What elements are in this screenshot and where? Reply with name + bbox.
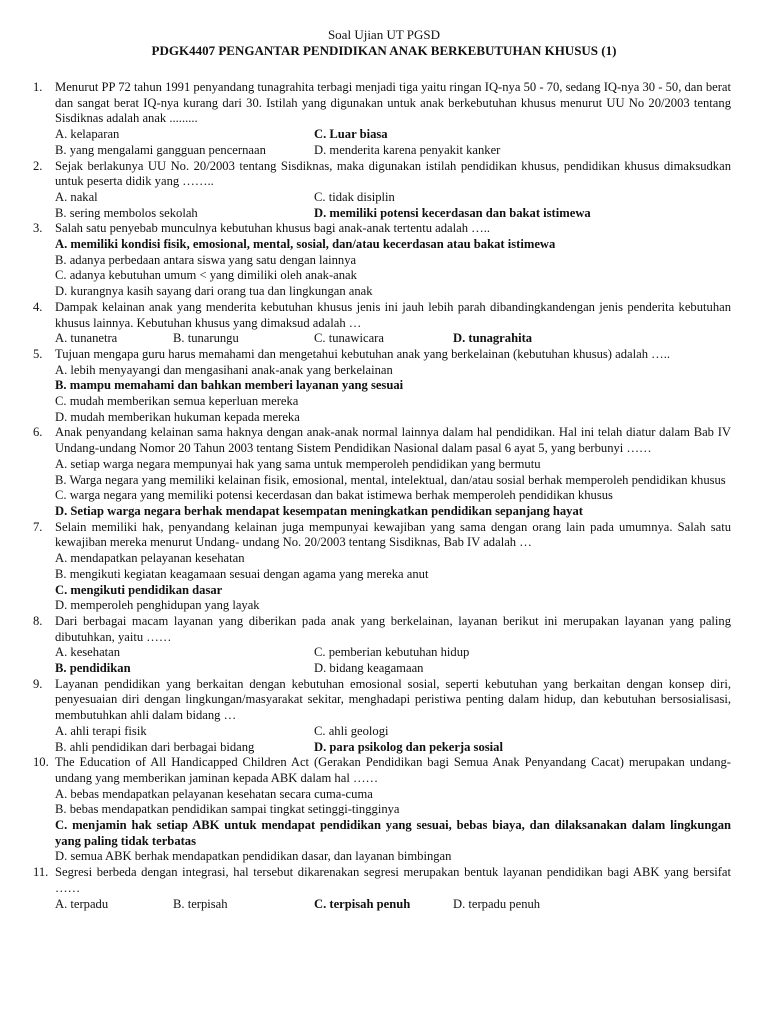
answer-option: A. lebih menyayangi dan mengasihani anak-anak yang berkelainan <box>55 362 393 377</box>
question-item <box>33 755 731 865</box>
question-item <box>33 614 731 677</box>
answer-option: D. menderita karena penyakit kanker <box>314 142 501 157</box>
answer-option: C. ahli geologi <box>314 723 389 738</box>
question-number: 4. <box>33 299 43 314</box>
answer-option: C. adanya kebutuhan umum < yang dimiliki oleh anak-anak <box>55 268 357 283</box>
question-list <box>33 80 731 912</box>
document-header <box>0 0 768 59</box>
correct-answer-option: D. Setiap warga negara berhak mendapat kesempatan meningkatkan pendidikan sepanjang hayat <box>55 503 583 518</box>
answer-option: A. nakal <box>55 189 98 204</box>
document-title: PDGK4407 PENGANTAR PENDIDIKAN ANAK BERKEBUTUHAN KHUSUS (1) <box>151 43 617 58</box>
answer-option: A. mendapatkan pelayanan kesehatan <box>55 551 245 566</box>
question-number: 9. <box>33 676 43 691</box>
answer-option: A. setiap warga negara mempunyai hak yang sama untuk memperoleh pendidikan yang bermutu <box>55 456 541 471</box>
answer-option: B. terpisah <box>173 896 228 911</box>
answer-option: A. tunanetra <box>55 331 118 346</box>
answer-options <box>55 127 731 158</box>
answer-options <box>55 363 731 426</box>
question-text: Sejak berlakunya UU No. 20/2003 tentang Sisdiknas, maka digunakan istilah pendidikan khusus, pendidikan khusus dimaksudkan untuk peserta didik yang …….. <box>55 158 731 189</box>
answer-options <box>55 331 731 347</box>
question-item <box>33 80 731 159</box>
answer-option: D. memperoleh penghidupan yang layak <box>55 598 260 613</box>
correct-answer-option: B. pendidikan <box>55 661 131 676</box>
question-text: The Education of All Handicapped Children Act (Gerakan Pendidikan bagi Semua Anak Penyandang Cacat) merupakan undang-undang yang memberikan jaminan kepada ABK dalam hal …… <box>55 755 731 785</box>
question-item <box>33 300 731 347</box>
answer-options <box>55 190 731 221</box>
answer-option: A. bebas mendapatkan pelayanan kesehatan secara cuma-cuma <box>55 786 373 801</box>
answer-options <box>55 724 731 755</box>
question-number: 10. <box>33 755 49 770</box>
correct-answer-option: D. para psikolog dan pekerja sosial <box>314 739 503 754</box>
question-item <box>33 159 731 222</box>
answer-option: A. kelaparan <box>55 127 120 142</box>
correct-answer-option: B. mampu memahami dan bahkan memberi layanan yang sesuai <box>55 378 404 393</box>
answer-option: B. bebas mendapatkan pendidikan sampai tingkat setinggi-tingginya <box>55 802 400 817</box>
correct-answer-option: C. terpisah penuh <box>314 896 411 911</box>
answer-option: B. ahli pendidikan dari berbagai bidang <box>55 739 255 754</box>
answer-options <box>55 645 731 676</box>
answer-option: A. kesehatan <box>55 645 121 660</box>
question-item <box>33 347 731 426</box>
question-text: Segresi berbeda dengan integrasi, hal tersebut dikarenakan segresi merupakan bentuk layanan pendidikan bagi ABK yang bersifat …… <box>55 865 731 895</box>
answer-options <box>55 457 731 520</box>
answer-option: D. terpadu penuh <box>453 896 541 911</box>
correct-answer-option: D. tunagrahita <box>453 331 533 346</box>
answer-option: C. warga negara yang memiliki potensi kecerdasan dan bakat istimewa berhak memperoleh pendidikan khusus <box>55 488 613 503</box>
question-number: 11. <box>33 865 49 880</box>
answer-option: B. mengikuti kegiatan keagamaan sesuai dengan agama yang mereka anut <box>55 566 429 581</box>
answer-option: D. kurangnya kasih sayang dari orang tua dan lingkungan anak <box>55 284 373 299</box>
answer-option: B. tunarungu <box>173 331 239 346</box>
question-number: 6. <box>33 425 43 440</box>
question-item <box>33 677 731 756</box>
question-number: 2. <box>33 158 43 173</box>
answer-option: D. semua ABK berhak mendapatkan pendidikan dasar, dan layanan bimbingan <box>55 849 452 864</box>
answer-options <box>55 787 731 866</box>
question-text: Dari berbagai macam layanan yang diberikan pada anak yang berkelainan, layanan berikut ini merupakan layanan yang paling dibutuhkan, yaitu …… <box>55 613 731 644</box>
answer-option: A. ahli terapi fisik <box>55 723 147 738</box>
answer-option: B. Warga negara yang memiliki kelainan fisik, emosional, mental, intelektual, dan/atau sosial berhak memperoleh pendidikan khusus <box>55 472 726 487</box>
question-text: Selain memiliki hak, penyandang kelainan juga mempunyai kewajiban yang sama dengan orang lain pada umumnya. Salah satu kewajiban mereka menurut Undang- undang No. 20/2003 tentang Sisdiknas, Bab IV adalah … <box>55 519 731 550</box>
question-item <box>33 520 731 614</box>
correct-answer-option: A. memiliki kondisi fisik, emosional, mental, sosial, dan/atau kecerdasan atau bakat istimewa <box>55 237 556 252</box>
answer-option: D. bidang keagamaan <box>314 661 424 676</box>
answer-option: C. tunawicara <box>314 331 384 346</box>
question-text: Menurut PP 72 tahun 1991 penyandang tunagrahita terbagi menjadi tiga yaitu ringan IQ-nya 50 - 70, sedang IQ-nya 30 - 50, dan berat dan sangat berat IQ-nya kurang dari 30. Istilah yang digunakan untuk anak berkebutuhan khusus menurut UU No 20/2003 tentang Sisdiknas adalah anak ......... <box>55 80 731 126</box>
question-item <box>33 425 731 519</box>
correct-answer-option: C. menjamin hak setiap ABK untuk mendapat pendidikan yang sesuai, bebas biaya, dan dilaksanakan dalam lingkungan yang paling tidak terbatas <box>55 818 731 848</box>
correct-answer-option: C. mengikuti pendidikan dasar <box>55 582 223 597</box>
correct-answer-option: D. memiliki potensi kecerdasan dan bakat istimewa <box>314 205 591 220</box>
question-number: 5. <box>33 346 43 361</box>
correct-answer-option: C. Luar biasa <box>314 127 388 142</box>
answer-option: C. pemberian kebutuhan hidup <box>314 645 470 660</box>
answer-option: B. adanya perbedaan antara siswa yang satu dengan lainnya <box>55 252 357 267</box>
question-text: Tujuan mengapa guru harus memahami dan mengetahui kebutuhan anak yang berkelainan (kebutuhan khusus) adalah ….. <box>55 346 671 361</box>
answer-option: C. mudah memberikan semua keperluan mereka <box>55 394 299 409</box>
answer-options <box>55 897 731 913</box>
answer-option: B. yang mengalami gangguan pencernaan <box>55 142 266 157</box>
question-number: 8. <box>33 613 43 628</box>
answer-option: B. sering membolos sekolah <box>55 205 198 220</box>
answer-option: D. mudah memberikan hukuman kepada mereka <box>55 409 300 424</box>
question-number: 3. <box>33 221 43 236</box>
question-text: Salah satu penyebab munculnya kebutuhan khusus bagi anak-anak tertentu adalah ….. <box>55 221 491 236</box>
question-number: 7. <box>33 519 43 534</box>
document-subtitle: Soal Ujian UT PGSD <box>327 27 441 42</box>
question-item <box>33 865 731 912</box>
answer-options <box>55 237 731 300</box>
answer-option: C. tidak disiplin <box>314 189 395 204</box>
answer-options <box>55 551 731 614</box>
answer-option: A. terpadu <box>55 896 109 911</box>
question-number: 1. <box>33 80 43 94</box>
question-text: Dampak kelainan anak yang menderita kebutuhan khusus jenis ini jauh lebih parah dibandingkandengan jenis penderita kebutuhan khusus lainnya. Kebutuhan khusus yang dimaksud adalah … <box>55 299 731 330</box>
question-item <box>33 221 731 300</box>
question-text: Layanan pendidikan yang berkaitan dengan kebutuhan emosional sosial, seperti kebutuhan yang berkaitan dengan konsep diri, penyesuaian diri dengan lingkungan/masyarakat sekitar, menghadapi peristiwa penting dalam hidup, dan kebutuhan bersosialisasi, membutuhkan ahli dalam bidang … <box>55 676 731 723</box>
question-text: Anak penyandang kelainan sama haknya dengan anak-anak normal lainnya dalam hal pendidikan. Hal ini telah diatur dalam Bab IV Undang-undang Nomor 20 Tahun 2003 tentang Sistem Pendidikan Nasional dalam pasal 6 ayat 5, yang berbunyi …… <box>55 425 731 456</box>
